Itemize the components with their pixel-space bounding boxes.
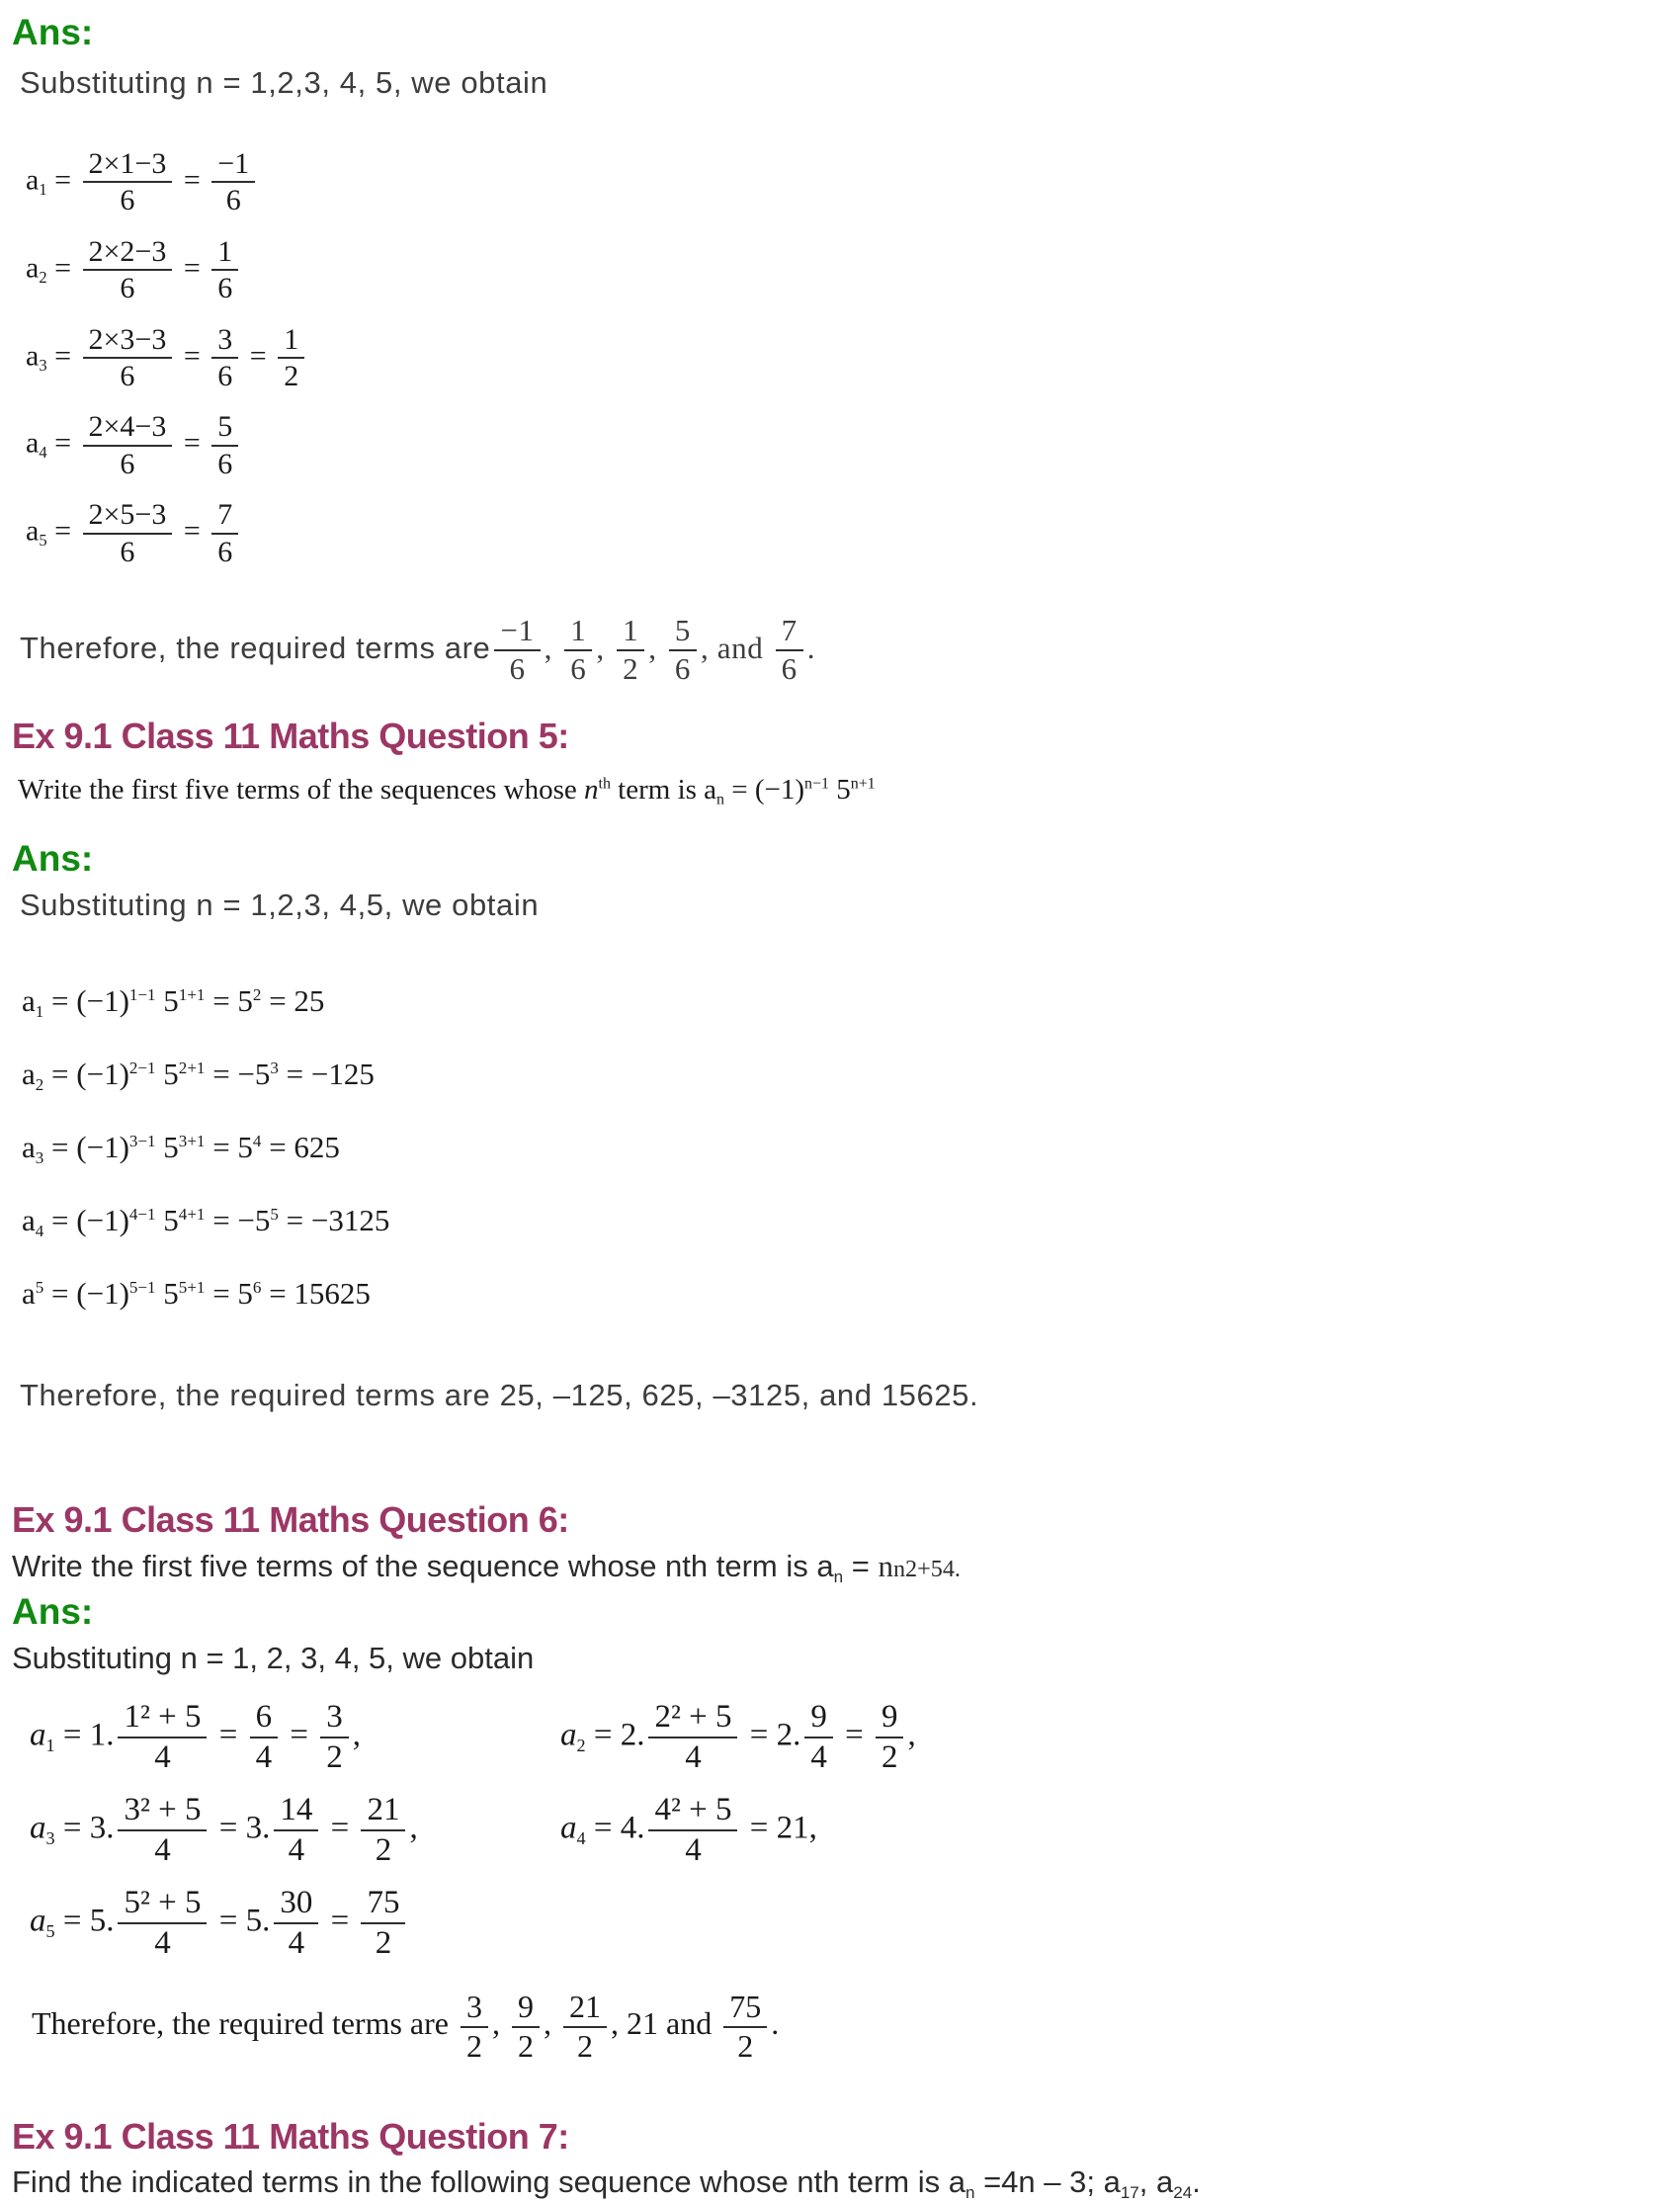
question-6-heading: Ex 9.1 Class 11 Maths Question 6: xyxy=(12,1499,569,1541)
equation-q4-a5: a5 = $\frac{2\times 5-3}{6}$ = $\frac{7}{6}$ xyxy=(26,497,1660,569)
equation-q5-a3: $a3 = (-1)^{3-1}$ $5^{3+1} = 5^4 = 625$ xyxy=(22,1130,340,1168)
equation-q6-a3: a3 = 3. $\frac{\text{3² + 5}}{4}$ = 3. $\frac{14}{4}$ = $\frac{21}{2}$ , xyxy=(30,1792,418,1869)
substituting-line-3: Substituting n = 1, 2, 3, 4, 5, we obtain xyxy=(12,1641,535,1676)
equation-row-3 xyxy=(30,1884,1660,1963)
equation-q5-a2: $a2 = (-1)^{2-1}$ $5^{2+1} = -5^3 = -125$ xyxy=(22,1057,375,1095)
question-6-equations xyxy=(30,1698,1660,1963)
ans-heading-3: Ans: xyxy=(12,1591,94,1633)
therefore-line-q6: Therefore, the required terms are $\frac{3}{2}$ , $\frac{9}{2}$ , $\frac{21}{2}$ , 21 and $\frac{75}{2}$ . xyxy=(32,1989,780,2064)
question-5-equations xyxy=(12,967,1660,1321)
ans-heading-1: Ans: xyxy=(12,12,94,52)
question-5-heading: Ex 9.1 Class 11 Maths Question 5: xyxy=(12,716,569,757)
ans-heading-2: Ans: xyxy=(12,838,94,879)
equation-row-1 xyxy=(30,1698,1660,1777)
equation-q6-a4: a4 = 4. $\frac{\text{4² + 5}}{4}$ = 21, xyxy=(560,1792,817,1869)
equation-q4-a1: a1 = $\frac{2\times 1-3}{6}$ = $\frac{-1}{6}$ xyxy=(26,146,1660,218)
substituting-line-2: Substituting n = 1,2,3, 4,5, we obtain xyxy=(20,887,540,922)
question-7-text: Find the indicated terms in the following sequence whose nth term is an =4n – 3; a17, a24. xyxy=(12,2164,1201,2203)
equation-q5-a1: $a1 = (-1)^{1-1}$ $5^{1+1} = 5^2 = 25$ xyxy=(22,983,325,1022)
equation-q6-a5: a5 = 5. $\frac{\text{5² + 5}}{4}$ = 5. $\frac{30}{4}$ = $\frac{75}{2}$ xyxy=(30,1884,560,1963)
question-5-text: Write the first five terms of the sequences whose $n^{th}$ term is an = $(-1)^{n-1}$ $5^{n+1}$ xyxy=(18,773,876,808)
equation-row-2 xyxy=(30,1791,1660,1870)
question-7-heading: Ex 9.1 Class 11 Maths Question 7: xyxy=(12,2115,569,2157)
equation-q4-a4: a4 = $\frac{2\times 4-3}{6}$ = $\frac{5}{6}$ xyxy=(26,409,1660,481)
equation-q4-a3: a3 = $\frac{2\times 3-3}{6}$ = $\frac{3}{6}$ = $\frac{1}{2}$ xyxy=(26,322,1660,394)
question-6-text: Write the first five terms of the sequence whose nth term is an = nn2+54. xyxy=(12,1549,961,1586)
substituting-line-1: Substituting n = 1,2,3, 4, 5, we obtain xyxy=(20,64,548,100)
equation-q5-a4: $a4 = (-1)^{4-1}$ $5^{4+1} = -5^5 = -3125$ xyxy=(22,1203,390,1241)
therefore-line-q4: Therefore, the required terms are $\frac{-1}{6}$ , $\frac{1}{6}$ , $\frac{1}{2}$ , $\frac{5}{6}$ , and $\frac{7}{6}$ . xyxy=(20,612,816,686)
therefore-line-q5: Therefore, the required terms are 25, –125, 625, –3125, and 15625. xyxy=(20,1378,979,1413)
equation-q5-a5: $a^5 = (-1)^{5-1}$ $5^{5+1} = 5^6 = 15625$ xyxy=(22,1276,371,1312)
equation-q4-a2: a2 = $\frac{2\times 2-3}{6}$ = $\frac{1}{6}$ xyxy=(26,234,1660,306)
equation-q6-a1: a1 = 1. $\frac{\text{1² + 5}}{4}$ = $\frac{6}{4}$ = $\frac{3}{2}$ , xyxy=(30,1699,361,1776)
equation-q6-a2: a2 = 2. $\frac{\text{2² + 5}}{4}$ = 2. $\frac{9}{4}$ = $\frac{9}{2}$ , xyxy=(560,1699,916,1776)
